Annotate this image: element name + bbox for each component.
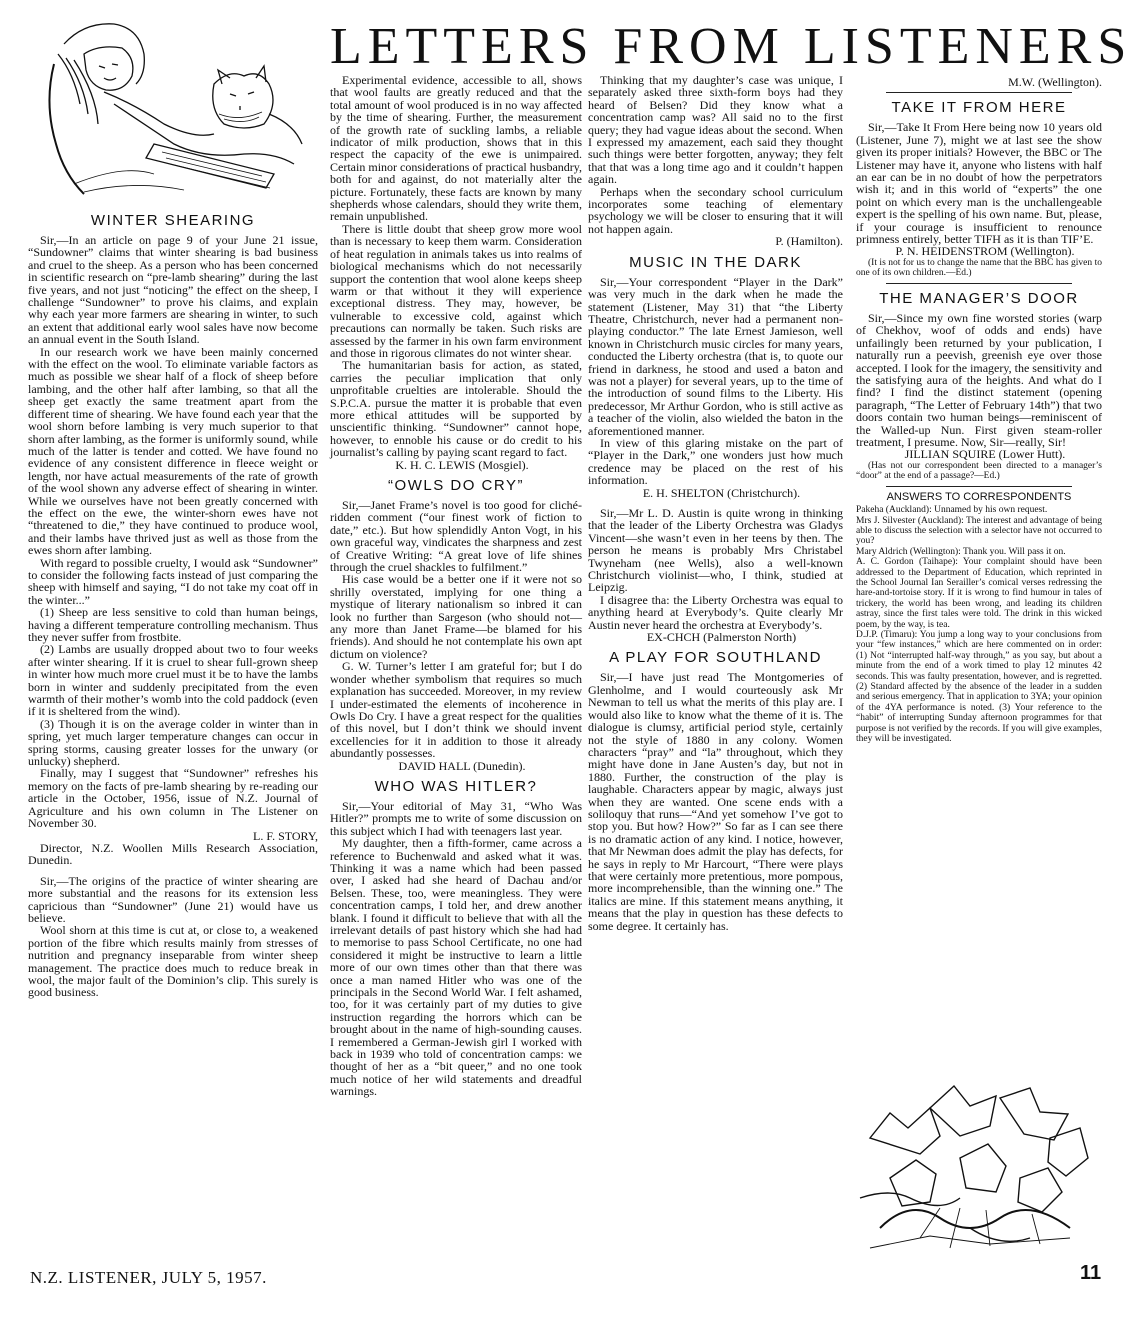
answers-section <box>856 491 1102 744</box>
footer-publication: N.Z. LISTENER, JULY 5, 1957. <box>30 1268 267 1287</box>
letter-paragraph: Finally, may I suggest that “Sundowner” refreshes his memory on the facts of pre-lamb shearing by re-reading our article in the October, 1956, issue of N.Z. Journal of Agriculture and his own column in The Listener on November 30. <box>28 766 318 831</box>
letter-paragraph: Sir,—Your correspondent “Player in the Dark” was very much in the dark when he made the statement (Listener, May 31) that “the Liberty Theatre, Christchurch, never had a permanent non-playing conductor.” The late Ernest Jamieson, well known in Christchurch music circles for many years, conducted the Liberty orchestra (that is, to quote our friend in darkness, he stood and used a baton and was not a player) for several years, up to the time of the introduction of sound films to the Liberty. His predecessor, Mr Arthur Gordon, who is still active as a teacher of the violin, also wielded the baton in the aforementioned manner. <box>588 274 843 438</box>
editor-note: (It is not for us to change the name that the BBC has given to one of its own children.—Ed.) <box>856 257 1102 279</box>
letter-paragraph: Perhaps when the secondary school curriculum incorporates some teaching of elementary psychology we will be closer to ensuring that it will not happen again. <box>588 184 843 236</box>
music-in-the-dark-heading: MUSIC IN THE DARK <box>629 253 802 271</box>
letter-signature: E. H. SHELTON (Christchurch). <box>642 485 801 500</box>
answer-item: Pakeha (Auckland): Unnamed by his own request. <box>856 505 1048 516</box>
letter-paragraph: Sir,—Mr L. D. Austin is quite wrong in thinking that the leader of the Liberty Orchestra was Gladys Vincent—she wasn’t even in her teens by then. The person he means is probably Mrs Christabel Twyneham (nee Wells), also a well-known Christchurch violinist—who, I think, studied at Leipzig. <box>588 506 843 595</box>
editor-note: (Has not our correspondent been directed to a manager’s “door” at the end of a passage?—Ed.) <box>856 460 1102 482</box>
letter-paragraph: In view of this glaring mistake on the part of “Player in the Dark,” one wonders just how much credence may be placed on the rest of his information. <box>588 435 843 488</box>
letter-paragraph: Sir,—The origins of the practice of winter shearing are more substantial and the reasons for its extension less capricious than “Sundowner” (June 21) would have us believe. <box>28 873 318 925</box>
winter-shearing-heading: WINTER SHEARING <box>90 212 256 229</box>
column-1 <box>28 206 318 999</box>
letter-paragraph: There is little doubt that sheep grow more wool than is necessary to keep them warm. Consideration of heat regulation in animals takes us into realms of biological mechanisms which do not necessarily support the contention that wool alone keeps sheep warm or that without it they will experience exceptional distress. They may, however, be vulnerable to excessive cold, against which precautions can normally be taken. Such risks are assessed by the farmer in his own farm environment and those in rigorous climates do not winter shear. <box>330 221 582 360</box>
divider <box>886 283 1072 284</box>
ivy-leaves-illustration <box>850 1078 1108 1256</box>
answers-heading: ANSWERS TO CORRESPONDENTS <box>886 490 1072 503</box>
divider <box>886 486 1072 487</box>
letter-signature: JILLIAN SQUIRE (Lower Hutt). <box>904 447 1066 462</box>
owls-do-cry-heading: “OWLS DO CRY” <box>388 477 524 494</box>
column-2 <box>330 74 582 1098</box>
page-title: LETTERS FROM LISTENERS <box>330 18 1132 75</box>
letter-signature: P. N. HEIDENSTROM (Wellington). <box>895 244 1075 259</box>
letter-signature: L. F. STORY, <box>253 828 318 843</box>
letter-paragraph: Sir,—Since my own fine worsted stories (warp of Chekhov, woof of odds and ends) have unfailingly been returned by your publication, I naturally run a peevish, greenish eye over those accepted. I look for the imagery, the sensitivity and the satisfying aura of the heights. And what do I find? I find the distinct statement (opening paragraph, “The Letter of February 14th”) that two doors contain two human beings—reminiscent of the Walled-up Nun. First given steam-roller treatment, I presume. Now, Sir—really, Sir! <box>856 310 1102 449</box>
letter-signature: DAVID HALL (Dunedin). <box>398 758 526 773</box>
managers-door-heading: THE MANAGER’S DOOR <box>879 289 1079 307</box>
letter-paragraph: Sir,—Janet Frame’s novel is too good for cliché-ridden comment (“our finest work of fiction to date,” etc.). But how splendidly Anton Vogt, in his own graceful way, vindicates the sharpness and zest of Creative Writing: “A great love of life shines through the cruel shackles to fulfilment.” <box>330 498 582 575</box>
letter-signature: EX-CHCH (Palmerston North) <box>646 630 797 645</box>
letter-paragraph: His case would be a better one if it were not so shrilly overstated, implying for one thing a mystique of literary nationalism so inbred it can look no further than Sargeson (who should not—any more than Janet Frame—be blamed for his friends). And should he not contemplate his own apt dictum on violence? <box>330 572 582 661</box>
letter-signature: P. (Hamilton). <box>775 234 843 249</box>
letter-signature: M.W. (Wellington). <box>1008 75 1102 89</box>
letter-paragraph: My daughter, then a fifth-former, came across a reference to Buchenwald and asked what it was. Thinking it was a name which had been passed over, I asked had she heard of Dachau and/or Belsen. These, too, were meaningless. They were concentration camps, I told her, and drew another blank. I found it difficult to believe that with all the irrelevant details of past history which she had had to memorise to pass School Certificate, no one had considered it might be instructive to learn a little more of our own times other than that there was once a man named Hitler who was one of the principals in the Second World War. I felt ashamed, too, for it was certainly part of my duties to give instruction regarding the horrors which can be brought about in the name of high-sounding causes. I remembered a German-Jewish girl I worked with back in 1939 who told of concentration camps: we thought of her as a “bit queer,” and no one took much notice of her wild statements and dreadful warnings. <box>330 836 582 1099</box>
letter-paragraph: (1) Sheep are less sensitive to cold than human beings, having a different temperature controlling mechanism. Thus they never suffer from frostbite. <box>28 605 318 644</box>
column-3 <box>588 73 843 933</box>
column-4 <box>856 74 1102 744</box>
letter-paragraph: G. W. Turner’s letter I am grateful for; but I do wonder whether symbolism that requires so much explanation has succeeded. Moreover, in my review I under-estimated the elements of incoherence in Owls Do Cry. I have a great respect for the qualities of this novel, but I don’t think we should invent excellencies for it in addition to those it already abundantly possesses. <box>330 659 582 761</box>
letter-paragraph: Experimental evidence, accessible to all, shows that wool faults are greatly reduced and that the total amount of wool produced is in no way affected by the time of shearing. Further, the measurement of the growth rate of suckling lambs, a reliable indicator of milk production, shows that in this respect the capacity of the ewe is unimpaired. Certain minor considerations of practical husbandry, both for and against, do not materially alter the picture. Fortunately, these facts are known by many shepherds whose calendars, should they write them, remain unpublished. <box>330 73 582 224</box>
letter-signature: K. H. C. LEWIS (Mosgiel). <box>395 457 529 472</box>
answer-item: Mary Aldrich (Wellington): Thank you. Will pass it on. <box>856 546 1066 557</box>
page-number: 11 <box>1080 1262 1102 1284</box>
man-with-cat-illustration <box>44 14 316 200</box>
letter-paragraph: (2) Lambs are usually dropped about two to four weeks after winter shearing. If it is cruel to shear full-grown sheep in winter how much more cruel must it be to have the lambs born in winter and suddenly precipitated from the even warmth of their mother’s womb into the cold paddock (even if it is sheltered from the wind). <box>28 642 318 719</box>
who-was-hitler-heading: WHO WAS HITLER? <box>374 777 538 795</box>
letter-paragraph: Thinking that my daughter’s case was unique, I separately asked three sixth-form boys had they heard of Belsen? Did they know what a concentration camp was? All said no to the first query; they had vague ideas about the second. When I expressed my amazement, each said they thought such things were better forgotten, anyway; they felt that that was a long time ago and it couldn’t happen again. <box>588 73 843 187</box>
answer-item: Mrs J. Silvester (Auckland): The interest and advantage of being able to discuss the selection with a selector have not occurred to you? <box>856 515 1102 547</box>
letter-paragraph: Sir,—Your editorial of May 31, “Who Was Hitler?” prompts me to write of some discussion on this subject which I had with teenagers last year. <box>330 798 582 838</box>
letter-paragraph: With regard to possible cruelty, I would ask “Sundowner” to consider the following facts instead of just comparing the sheep with himself and saying, “I do not take my coat off in the winter...” <box>28 555 318 607</box>
take-it-from-here-heading: TAKE IT FROM HERE <box>891 99 1067 117</box>
letter-paragraph: I disagree tha: the Liberty Orchestra was equal to anything heard at Everybody’s. Quite clearly Mr Austin never heard the orchestra at Everybody’s. <box>588 592 843 632</box>
letter-paragraph: Sir,—I have just read The Montgomeries of Glenholme, and I would courteously ask Mr Newman to tell us what the merits of this play are. I would also like to know what the theme of it is. The dialogue is clumsy, artificial period style, certainly not the style of 1880 in any colony. Women characters “pray” and “la” throughout, which they might have done in Jane Austen’s day, but not in 1880. Further, the construction of the play is laughable. Characters appear by magic, always just when they are wanted. One scene ends with a soliloquy that runs—“And yet somehow I’ve got to stop you. But how? How?” So far as I can see there is no dramatic action of any kind. I notice, however, that Mr Newman does admit the play has defects, for he says in reply to Mr Harcourt, “There were plays that were certainly more pretentious, more pompous, more incomprehensible, than the winning one.” The italics are mine. If this statement means anything, it means that the play in question has these defects to some degree. It certainly has. <box>588 670 843 933</box>
letter-paragraph: The humanitarian basis for action, as stated, carries the peculiar implication that only unprofitable cruelties are intolerable. Should the S.P.C.A. pursue the matter it is probable that even more ethical attitudes will be supported by unscientific thinking. “Sundowner” cannot hope, however, to ennoble his cause or do credit to his journalist’s calling by paying scant regard to fact. <box>330 358 582 460</box>
letter-paragraph: Sir,—In an article on page 9 of your June 21 issue, “Sundowner” claims that winter shearing is bad business and cruel to the sheep. As a person who has been concerned in scientific research on “pre-lamb shearing” during the last five years, and not just “noticing” the effect on the sheep, I challenge “Sundowner” to prove his claims, and explain why each year more farmers are shearing in winter, to such an extent that additional early wool sales have now become an annual event in the South Island. <box>28 233 318 347</box>
letter-paragraph: In our research work we have been mainly concerned with the effect on the wool. To eliminate variable factors as much as possible we shear half of a flock of sheep before lambing, and the other half after lambing, so that all the sheep get exactly the same treatment apart from the different time of shearing. We have found each year that the wool shorn before lambing is very much superior to that shorn after lambing, as the former is uniformly sound, while much of the latter is tender and cotted. We have found no evidence of any consistent difference in fleece weight or length, nor have actual measurements of the rate of growth of the wool shown any adverse effect of shearing in winter. While we ourselves have not been greatly concerned with the effect on the ewe, the winter-shorn ewes have not “threatened to die,” they have continued to produce wool, and their lambs have thrived just as well as those from the ewes shorn after lambing. <box>28 344 318 558</box>
letter-signature-title: Director, N.Z. Woollen Mills Research Association, Dunedin. <box>28 840 318 868</box>
answer-item: D.J.P. (Timaru): You jump a long way to your conclusions from your “few instances,” which are here commented on in order: (1) Not “interrupted half-way through,” as you say, but about a minute from the end of a work timed to play 12 minutes 42 seconds. This was faulty presentation, however, and is regretted. (2) Standard affected by the absence of the leader in a sudden and serious emergency. That in application to 3YA; your opinion of the 4YA performance is noted. (3) Your reference to the “habit” of interrupting Sunday afternoon programmes for that purpose is not verified by the records. If you will give examples, they will be investigated. <box>856 630 1102 745</box>
letter-paragraph: Wool shorn at this time is cut at, or close to, a weakened portion of the fibre which results mainly from stresses of nutrition and pregnancy inseparable from winter sheep management. The practice does much to reduce break in wool, the major fault of the Dominion’s clip. This surely is good business. <box>28 923 318 1000</box>
answer-item: A. C. Gordon (Taihape): Your complaint should have been addressed to the Department of Education, which reprinted in the School Journal Ian Serailler’s comical verses redressing the hare-and-tortoise story. If it is wrong to find humour in tales of trickery, the world has been wrong, and leading its children astray, since the first tales were told. The drink in this wicked poem, by the way, is tea. <box>856 557 1102 630</box>
play-for-southland-heading: A PLAY FOR SOUTHLAND <box>609 649 822 667</box>
divider <box>886 92 1072 93</box>
letter-paragraph: (3) Though it is on the average colder in winter than in spring, yet much larger temperature changes can occur in spring storms, causing greater losses for the unwary (or unlucky) shepherd. <box>28 716 318 769</box>
letter-paragraph: Sir,—Take It From Here being now 10 years old (Listener, June 7), might we at last see the show given its proper initials? However, the BBC or The Listener may have it, anyone who listens with half an ear can be in no doubt of how the perpetrators wish it; and in this world of “experts” the one point on which every man is the unchallengeable expert is the spelling of his own name. But, please, if your courage is insufficient to renounce primness entirely, better TIFH as it is than TIF’E. <box>856 120 1102 247</box>
